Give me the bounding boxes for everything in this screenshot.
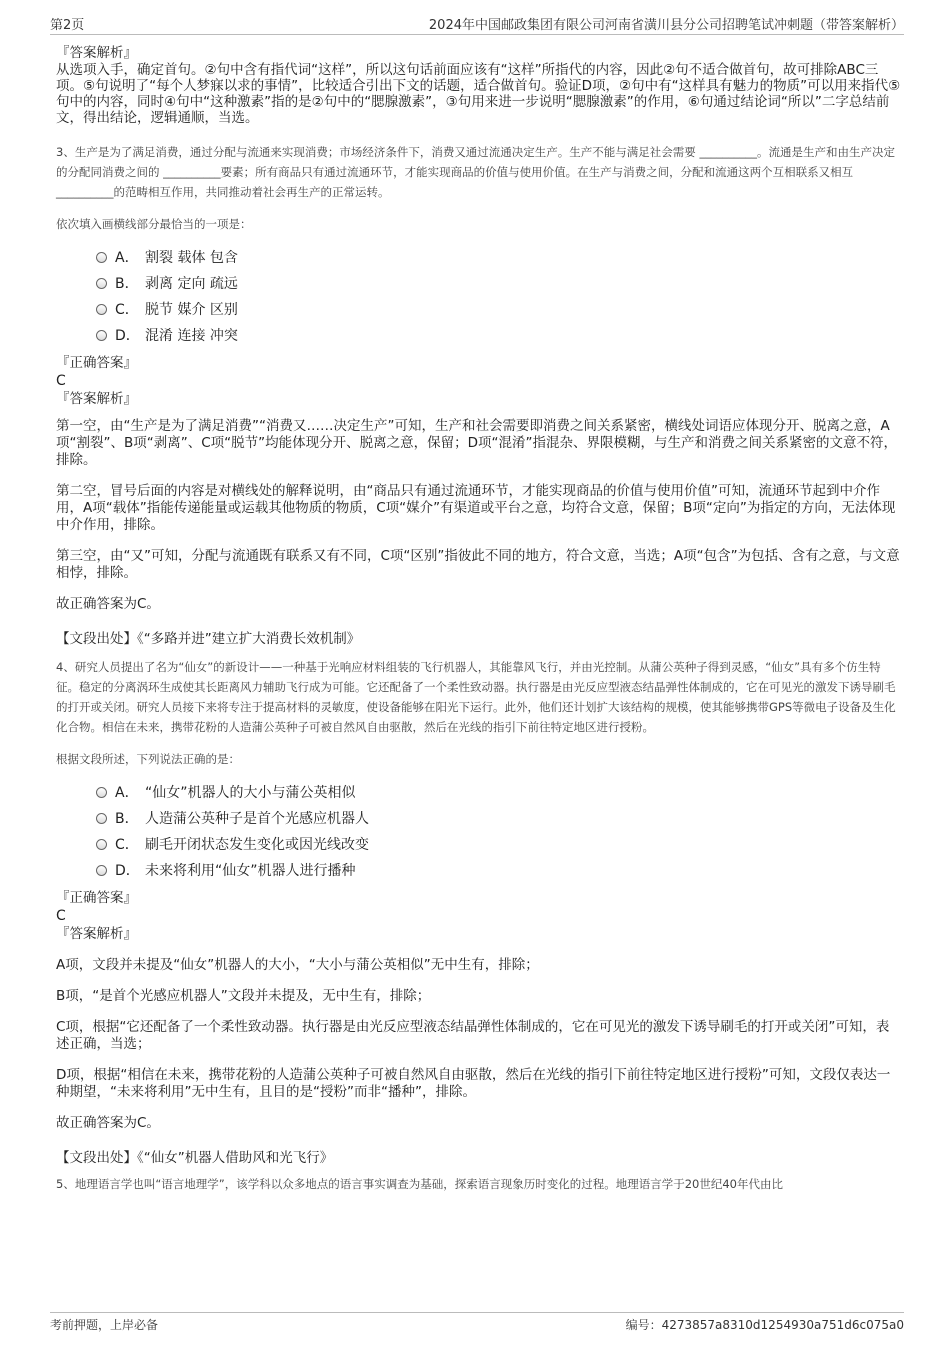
- radio-icon[interactable]: [96, 304, 107, 315]
- radio-icon[interactable]: [96, 787, 107, 798]
- question-4: [56, 657, 902, 1166]
- option-b[interactable]: B． 剥离 定向 疏远: [56, 270, 902, 296]
- explanation-label: 『答案解析』: [56, 45, 137, 61]
- question-prompt: 依次填入画横线部分最恰当的一项是：: [56, 217, 252, 231]
- question-5: [56, 1174, 902, 1194]
- document-id: 编号：4273857a8310d1254930a751d6c075a0: [625, 1318, 904, 1332]
- explanation-paragraph: 第三空，由“又”可知，分配与流通既有联系又有不同，C项“区别”指彼此不同的地方，符合文意，当选；A项“包含”为包括、含有之意，与文意相悖，排除。: [56, 548, 900, 581]
- page-number: 第2页: [50, 18, 85, 33]
- option-c[interactable]: C． 脱节 媒介 区别: [56, 296, 902, 322]
- option-d[interactable]: D． 混淆 连接 冲突: [56, 322, 902, 348]
- option-d[interactable]: D． 未来将利用“仙女”机器人进行播种: [56, 857, 902, 883]
- source-citation: 【文段出处】《“仙女”机器人借助风和光飞行》: [56, 1150, 334, 1166]
- source-citation: 【文段出处】《“多路并进”建立扩大消费长效机制》: [56, 631, 361, 647]
- explanation-conclusion: 故正确答案为C。: [56, 1115, 160, 1131]
- option-a[interactable]: A． “仙女”机器人的大小与蒲公英相似: [56, 779, 902, 805]
- radio-icon[interactable]: [96, 813, 107, 824]
- explanation-label: 『答案解析』: [56, 391, 137, 407]
- radio-icon[interactable]: [96, 330, 107, 341]
- page-footer: [50, 1312, 904, 1334]
- option-list: [56, 779, 902, 883]
- radio-icon[interactable]: [96, 278, 107, 289]
- question-3: [56, 142, 902, 647]
- question-text: 4、研究人员提出了名为“仙女”的新设计——一种基于光响应材料组装的飞行机器人，其能靠风飞行，并由光控制。从蒲公英种子得到灵感，“仙女”具有多个仿生特征。稳定的分离涡环生成使其长距离风力辅助飞行成为可能。它还配备了一个柔性致动器。执行器是由光反应型液态结晶弹性体制成的，它在可见光的激发下诱导刷毛的打开或关闭。研究人员接下来将专注于提高材料的灵敏度，使设备能够在阳光下运行。此外，他们还计划扩大该结构的规模，使其能够携带GPS等微电子设备及生化化合物。相信在未来，携带花粉的人造蒲公英种子可被自然风自由驱散，然后在光线的指引下前往特定地区进行授粉。: [56, 660, 896, 734]
- radio-icon[interactable]: [96, 839, 107, 850]
- document-title: 2024年中国邮政集团有限公司河南省潢川县分公司招聘笔试冲刺题（带答案解析）: [428, 18, 904, 33]
- explanation-paragraph: 第一空，由“生产是为了满足消费”“消费又……决定生产”可知，生产和社会需要即消费之间关系紧密，横线处词语应体现分开、脱离之意，A项“割裂”、B项“剥离”、C项“脱节”均能体现分开、脱离之意，保留；D项“混淆”指混杂、界限模糊，与生产和消费之间关系紧密的文意不符，排除。: [56, 418, 898, 468]
- option-a[interactable]: A． 割裂 载体 包含: [56, 244, 902, 270]
- explanation-text: 从选项入手，确定首句。②句中含有指代词“这样”，所以这句话前面应该有“这样”所指代的内容，因此②句不适合做首句，故可排除ABC三项。⑤句说明了“每个人梦寐以求的事情”，比较适合引出下文的话题，适合做首句。验证D项，②句中有“这样具有魅力的物质”可以用来指代⑤句中的内容，同时④句中“这种激素”指的是②句中的“腮腺激素”，③句用来进一步说明“腮腺激素”的作用，⑥句通过结论词“所以”二字总结前文，得出结论，逻辑通顺，当选。: [56, 62, 901, 126]
- explanation-paragraph: B项，“是首个光感应机器人”文段并未提及，无中生有，排除；: [56, 988, 431, 1004]
- option-b[interactable]: B． 人造蒲公英种子是首个光感应机器人: [56, 805, 902, 831]
- explanation-conclusion: 故正确答案为C。: [56, 596, 160, 612]
- explanation-paragraph: C项，根据“它还配备了一个柔性致动器。执行器是由光反应型液态结晶弹性体制成的，它在可见光的激发下诱导刷毛的打开或关闭”可知，表述正确，当选；: [56, 1019, 890, 1052]
- question-text: 5、地理语言学也叫“语言地理学”，该学科以众多地点的语言事实调查为基础，探索语言现象历时变化的过程。地理语言学于20世纪40年代由比: [56, 1177, 783, 1191]
- page-header: [50, 14, 904, 35]
- radio-icon[interactable]: [96, 865, 107, 876]
- question-text: 3、生产是为了满足消费，通过分配与流通来实现消费；市场经济条件下，消费又通过流通决定生产。生产不能与满足社会需要 __________。流通是生产和由生产决定的分配同消费之间的 __________要素；所有商品只有通过流通环节，才能实现商品的价值与使用价值。在生产与消费之间，分配和流通这两个互相联系又相互 __________的范畴相互作用，共同推动着社会再生产的正常运转。: [56, 145, 895, 199]
- explanation-paragraph: 第二空，冒号后面的内容是对横线处的解释说明，由“商品只有通过流通环节，才能实现商品的价值与使用价值”可知，流通环节起到中介作用，A项“载体”指能传递能量或运载其他物质的物质，C项“媒介”有渠道或平台之意，均符合文意，保留；B项“定向”为指定的方向，无法体现中介作用，排除。: [56, 483, 896, 533]
- answer-label: 『正确答案』: [56, 355, 137, 371]
- explanation-paragraph: A项，文段并未提及“仙女”机器人的大小，“大小与蒲公英相似”无中生有，排除；: [56, 957, 539, 973]
- footer-slogan: 考前押题，上岸必备: [50, 1318, 159, 1332]
- radio-icon[interactable]: [96, 252, 107, 263]
- option-list: [56, 244, 902, 348]
- explanation-paragraph: D项，根据“相信在未来，携带花粉的人造蒲公英种子可被自然风自由驱散，然后在光线的指引下前往特定地区进行授粉”可知，文段仅表达一种期望，“未来将利用”无中生有，且目的是“授粉”而非“播种”，排除。: [56, 1067, 891, 1100]
- page-content: [56, 44, 902, 1194]
- option-c[interactable]: C． 刷毛开闭状态发生变化或因光线改变: [56, 831, 902, 857]
- question-prompt: 根据文段所述，下列说法正确的是：: [56, 752, 240, 766]
- explanation-label: 『答案解析』: [56, 926, 137, 942]
- answer-label: 『正确答案』: [56, 890, 137, 906]
- correct-answer: C: [56, 373, 66, 389]
- q2-explanation: [56, 44, 902, 126]
- correct-answer: C: [56, 908, 66, 924]
